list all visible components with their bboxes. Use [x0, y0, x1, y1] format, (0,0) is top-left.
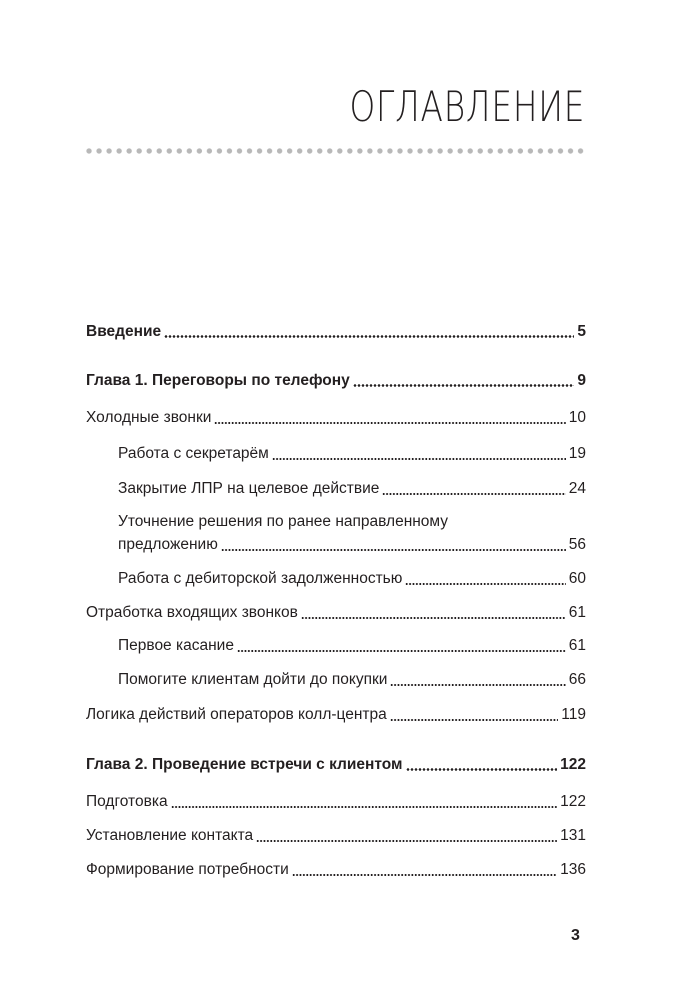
dot-leader — [171, 806, 558, 808]
toc-entry-label: Закрытие ЛПР на целевое действие — [118, 480, 380, 497]
dot-leader — [390, 684, 565, 686]
page-title: ОГЛАВЛЕНИЕ — [349, 82, 585, 131]
toc-page-number: 131 — [560, 827, 586, 844]
toc-entry-label: предложению — [118, 536, 218, 553]
toc-entry-label: Первое касание — [118, 637, 234, 654]
toc-entry-intro[interactable] — [86, 320, 586, 344]
page-number: 3 — [571, 927, 580, 944]
dot-leader — [256, 840, 557, 842]
toc-entry-help-clients[interactable] — [118, 668, 586, 692]
toc-entry-call-center[interactable] — [86, 703, 586, 727]
toc-entry-label: Установление контакта — [86, 827, 254, 844]
toc-page-number: 19 — [568, 445, 586, 462]
toc-page-number: 5 — [577, 323, 586, 340]
toc-page-number: 61 — [568, 604, 586, 621]
toc-entry-label: Отработка входящих звонков — [86, 604, 298, 621]
toc-entry-contact[interactable] — [86, 824, 586, 848]
toc-entry-closing-dm[interactable] — [118, 477, 586, 501]
toc-entry-label: Холодные звонки — [86, 409, 212, 426]
toc-page-number: 10 — [568, 409, 586, 426]
toc-entry-label: Работа с дебиторской задолженностью — [118, 570, 403, 587]
toc-entry-label: Помогите клиентам дойти до покупки — [118, 671, 388, 688]
toc-page-number: 122 — [560, 793, 586, 810]
toc-entry-secretary[interactable] — [118, 442, 586, 466]
toc-entry-label: Логика действий операторов колл-центра — [86, 706, 387, 723]
toc-page-number: 56 — [568, 536, 586, 553]
dot-leader — [382, 493, 565, 495]
toc-page-number: 136 — [560, 861, 586, 878]
dot-leader — [406, 768, 558, 771]
toc-page-number: 66 — [568, 671, 586, 688]
dot-leader — [164, 335, 574, 338]
toc-entry-chapter-2[interactable] — [86, 753, 586, 777]
dot-leader — [237, 650, 566, 652]
dot-leader — [405, 583, 565, 585]
toc-entry-label: Формирование потребности — [86, 861, 289, 878]
toc-entry-label: Работа с секретарём — [118, 445, 269, 462]
dot-leader — [214, 422, 565, 424]
toc-entry-cold-calls[interactable] — [86, 406, 586, 430]
toc-entry-label: Подготовка — [86, 793, 168, 810]
dot-leader — [272, 458, 566, 460]
toc-entry-preparation[interactable] — [86, 790, 586, 814]
toc-entry-chapter-1[interactable] — [86, 369, 586, 393]
toc-entry-debt[interactable] — [118, 567, 586, 591]
toc-page-number: 60 — [568, 570, 586, 587]
dot-leader — [292, 874, 557, 876]
toc-page-number: 61 — [568, 637, 586, 654]
dot-leader — [301, 617, 566, 619]
toc-entry-clarifying-line1: Уточнение решения по ранее направленному — [118, 513, 449, 530]
toc-entry-first-touch[interactable] — [118, 634, 586, 658]
toc-entry-incoming[interactable] — [86, 601, 586, 625]
dot-leader — [390, 719, 559, 721]
dot-leader — [353, 384, 575, 387]
toc-page-number: 24 — [568, 480, 586, 497]
toc-entry-clarifying[interactable] — [118, 533, 586, 557]
dot-leader — [221, 549, 566, 551]
toc-page-number: 122 — [560, 756, 586, 773]
toc-entry-label: Глава 2. Проведение встречи с клиентом — [86, 756, 403, 773]
toc-entry-label: Глава 1. Переговоры по телефону — [86, 372, 350, 389]
dotted-divider — [84, 148, 586, 154]
toc-entry-needs[interactable] — [86, 858, 586, 882]
toc-page-number: 119 — [561, 706, 586, 723]
toc-page-number: 9 — [577, 372, 586, 389]
toc-entry-label: Введение — [86, 323, 162, 340]
